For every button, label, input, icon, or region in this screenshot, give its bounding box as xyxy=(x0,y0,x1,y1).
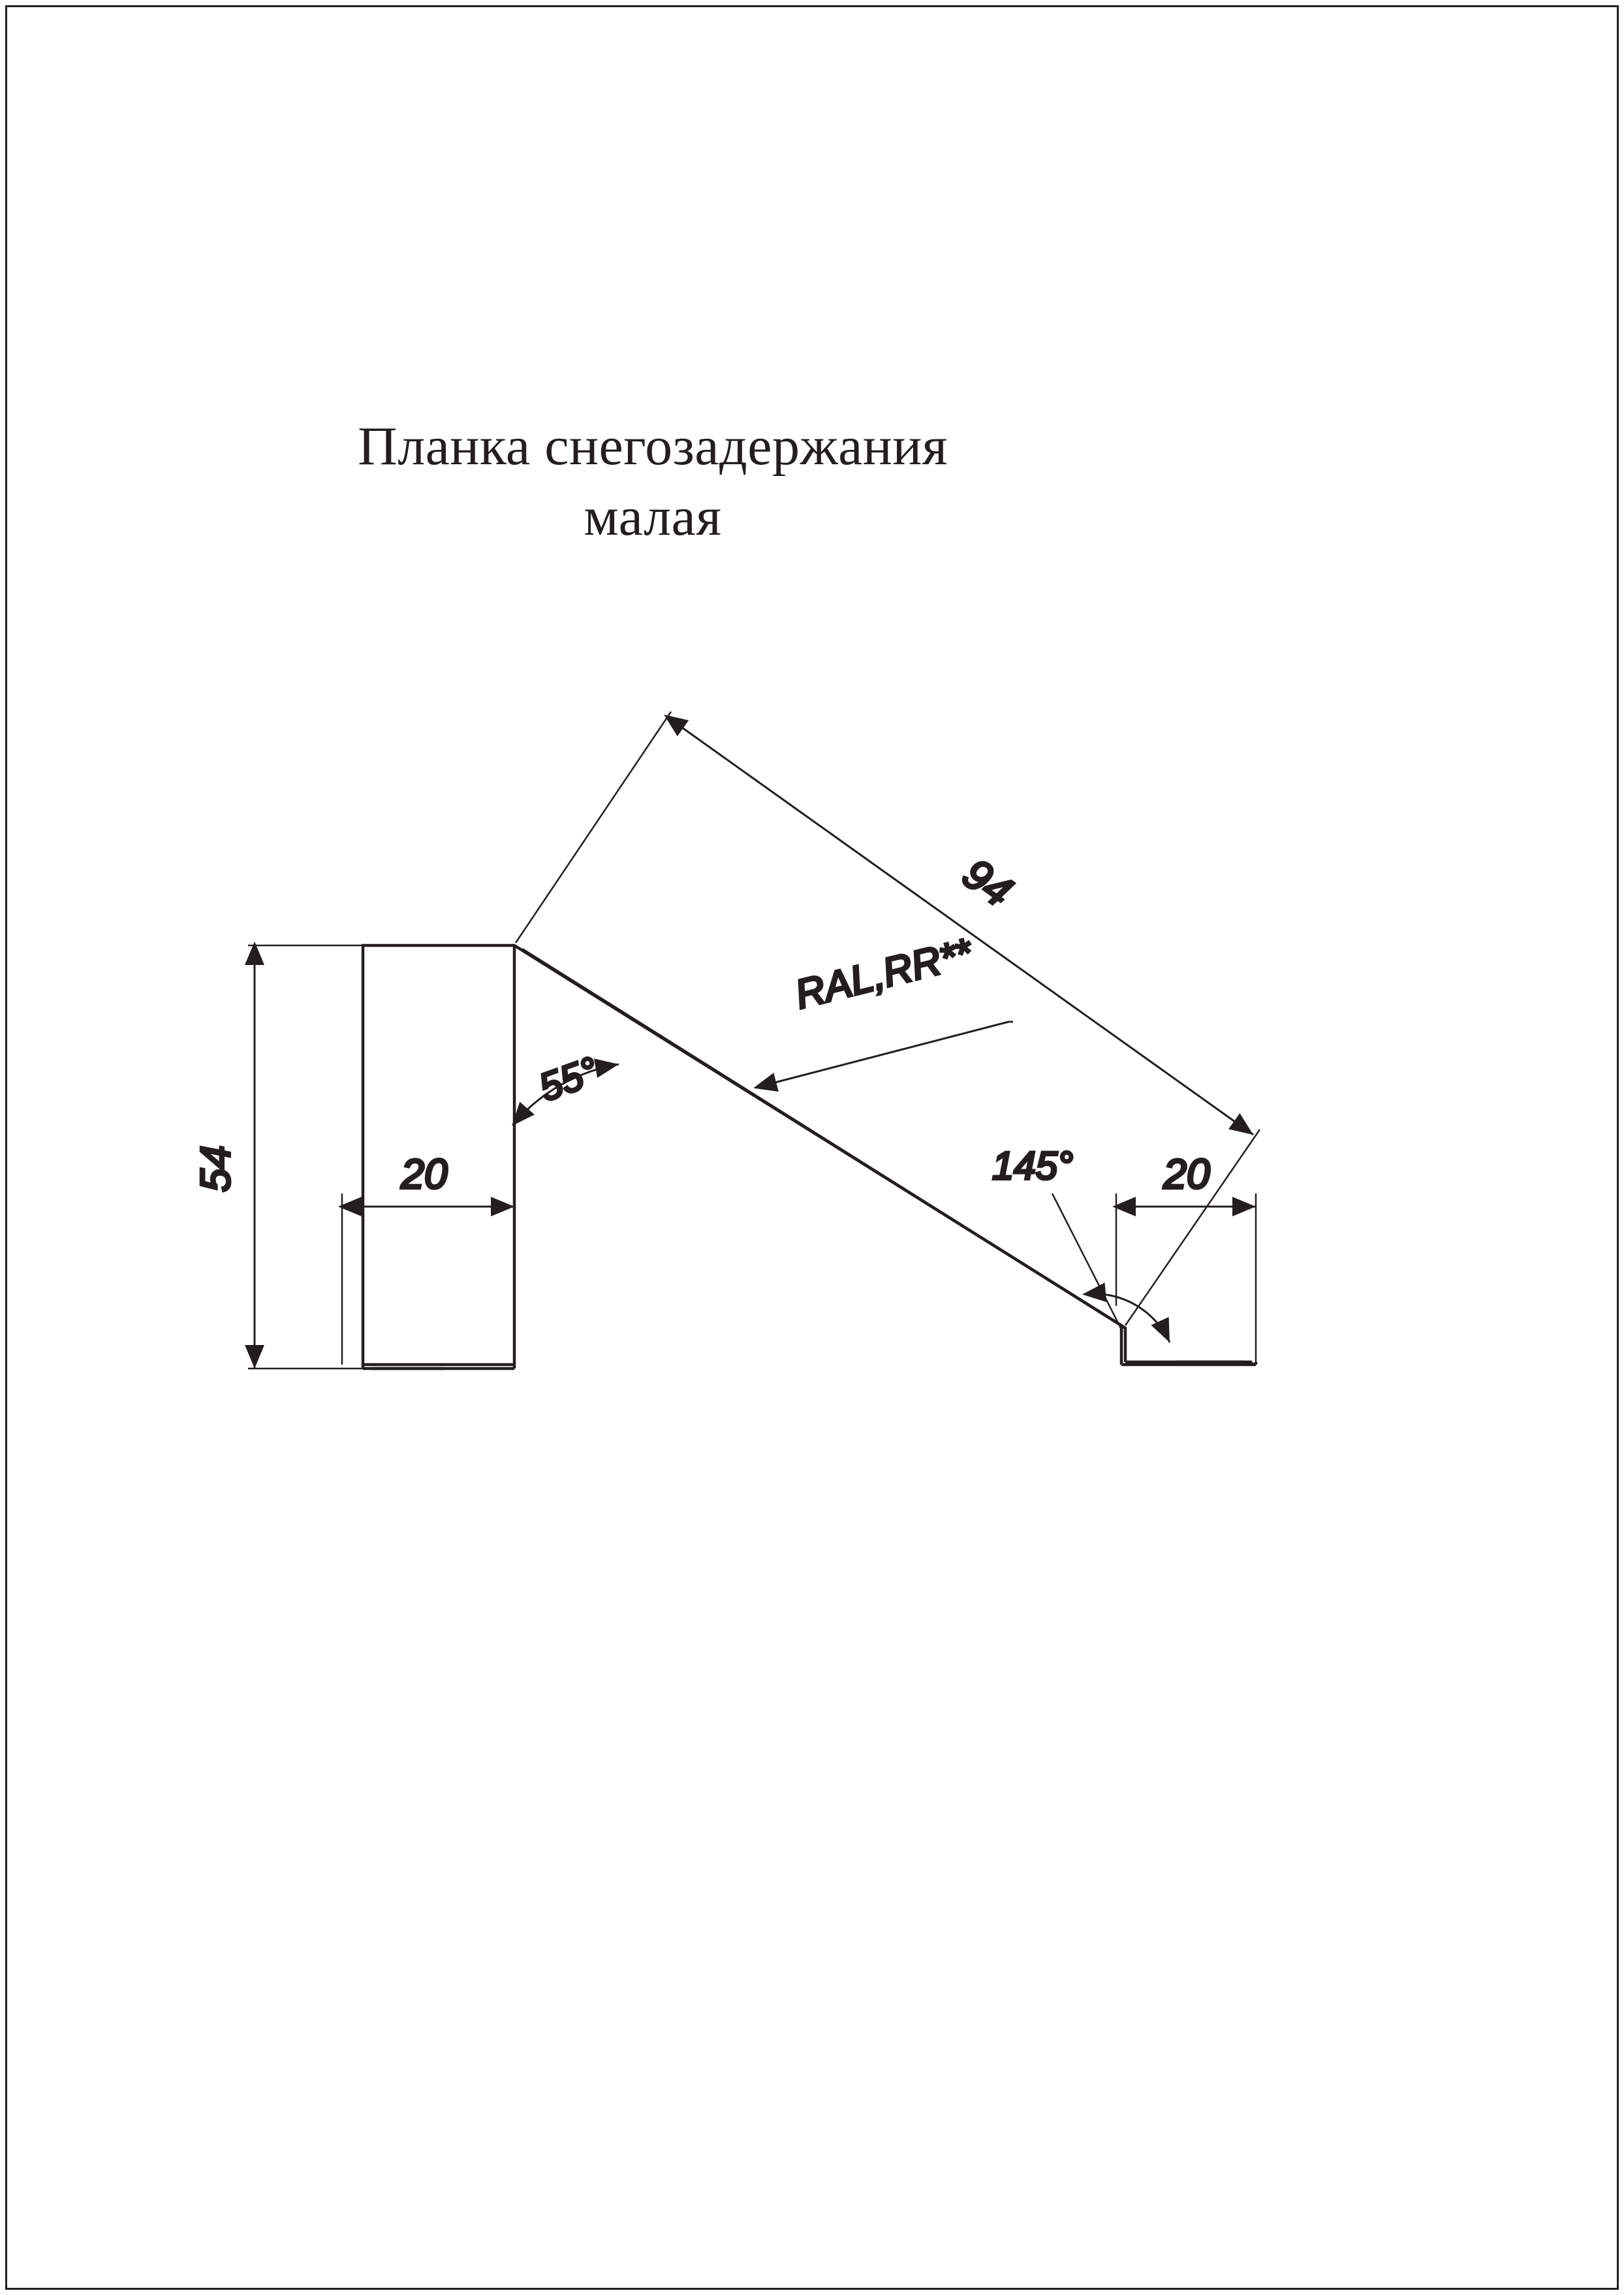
angle-label-145: 145° xyxy=(992,1144,1074,1188)
dimension-height-54 xyxy=(248,945,366,1369)
coating-note-leader xyxy=(757,1022,1013,1087)
dimension-label-right-20: 20 xyxy=(1163,1150,1210,1197)
dimension-label-94: 94 xyxy=(954,848,1022,916)
dimension-right-flange-20 xyxy=(1116,1194,1256,1365)
dimension-label-54: 54 xyxy=(192,1145,239,1192)
title-line-2: малая xyxy=(584,486,722,547)
coating-note-label: RAL,RR** xyxy=(790,930,976,1018)
dimension-slope-94 xyxy=(516,712,1260,1325)
dimension-label-left-20: 20 xyxy=(401,1150,448,1197)
dimension-left-flange-20 xyxy=(342,1194,514,1365)
title-line-1: Планка снегозадержания xyxy=(358,416,948,477)
angle-label-55: 55° xyxy=(533,1048,604,1110)
